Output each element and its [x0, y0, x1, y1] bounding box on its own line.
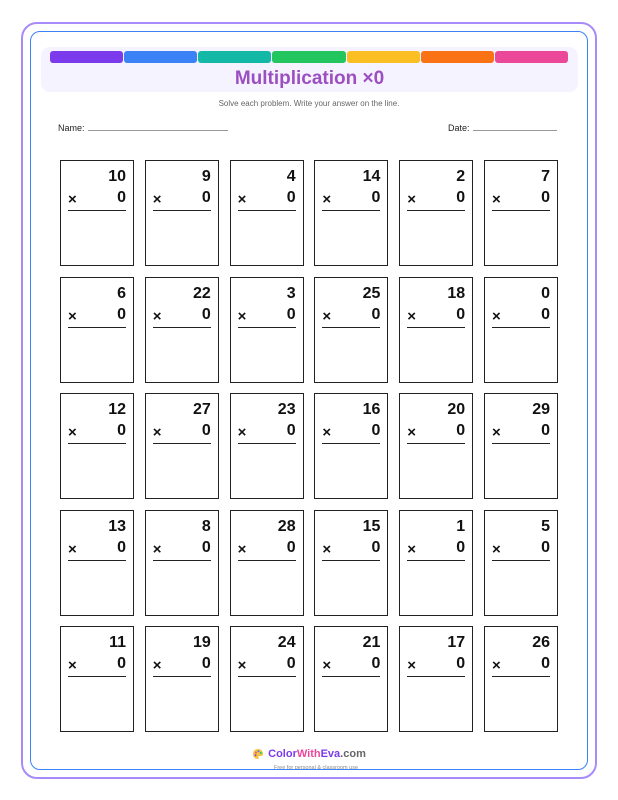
answer-line	[407, 210, 465, 211]
times-sign: ×	[322, 657, 332, 674]
multiplicand: 15	[362, 517, 381, 535]
times-sign: ×	[237, 191, 247, 208]
problem-card[interactable]	[230, 160, 304, 266]
name-blank[interactable]	[88, 122, 228, 131]
answer-line	[407, 676, 465, 677]
multiplier: 0	[117, 655, 126, 672]
multiplier: 0	[286, 422, 296, 439]
multiplier: 0	[371, 422, 381, 439]
times-sign: ×	[322, 191, 332, 208]
answer-line	[68, 676, 126, 677]
answer-line	[238, 210, 296, 211]
multiplicand: 4	[286, 168, 296, 185]
answer-line	[153, 676, 211, 677]
problem-card[interactable]	[145, 393, 219, 499]
answer-line	[322, 210, 380, 211]
multiplier: 0	[456, 305, 466, 323]
answer-line	[322, 327, 380, 328]
times-sign: ×	[491, 657, 501, 674]
answer-line	[238, 676, 296, 677]
answer-line	[153, 443, 211, 444]
times-sign: ×	[237, 307, 247, 325]
multiplier: 0	[117, 305, 126, 323]
multiplier: 0	[371, 655, 381, 672]
multiplicand: 24	[277, 634, 296, 651]
multiplier: 0	[201, 305, 211, 323]
answer-line	[153, 210, 211, 211]
answer-line	[492, 676, 550, 677]
multiplicand: 17	[447, 634, 466, 651]
stripe-segment	[124, 51, 197, 63]
times-sign: ×	[322, 540, 332, 558]
stripe-segment	[495, 51, 568, 63]
problem-card[interactable]	[484, 626, 558, 732]
times-sign: ×	[152, 424, 162, 441]
multiplicand: 5	[541, 517, 550, 535]
times-sign: ×	[491, 191, 501, 208]
problem-card[interactable]	[145, 160, 219, 266]
date-blank[interactable]	[473, 122, 557, 131]
multiplicand: 8	[201, 517, 211, 535]
multiplier: 0	[541, 538, 550, 556]
answer-line	[492, 327, 550, 328]
times-sign: ×	[237, 424, 247, 441]
problem-card[interactable]	[314, 393, 388, 499]
answer-line	[322, 560, 380, 561]
multiplier: 0	[541, 189, 550, 206]
multiplicand: 10	[108, 168, 126, 185]
multiplier: 0	[117, 422, 126, 439]
multiplicand: 7	[541, 168, 550, 185]
problem-card[interactable]	[145, 277, 219, 383]
times-sign: ×	[407, 540, 416, 558]
multiplicand: 14	[362, 168, 381, 185]
problem-card[interactable]	[399, 160, 473, 266]
problem-card[interactable]	[230, 277, 304, 383]
problem-card[interactable]	[60, 393, 134, 499]
tagline: Free for personal & classroom use	[273, 765, 359, 771]
problem-card[interactable]	[230, 510, 304, 616]
answer-line	[68, 560, 126, 561]
multiplier: 0	[201, 422, 211, 439]
color-stripe	[50, 51, 568, 63]
problem-card[interactable]	[145, 626, 219, 732]
date-label: Date:	[448, 123, 470, 133]
problem-card[interactable]	[484, 277, 558, 383]
answer-line	[153, 560, 211, 561]
times-sign: ×	[68, 307, 77, 325]
problem-card[interactable]	[60, 277, 134, 383]
multiplier: 0	[286, 538, 296, 556]
problem-grid	[60, 160, 558, 732]
answer-line	[238, 327, 296, 328]
palette-icon	[252, 748, 264, 760]
multiplier: 0	[201, 189, 211, 206]
stripe-segment	[50, 51, 123, 63]
multiplier: 0	[456, 422, 466, 439]
multiplier: 0	[456, 189, 466, 206]
answer-line	[492, 443, 550, 444]
multiplicand: 11	[109, 634, 126, 651]
problem-card[interactable]	[60, 160, 134, 266]
times-sign: ×	[237, 540, 247, 558]
multiplier: 0	[201, 538, 211, 556]
multiplicand: 3	[286, 284, 296, 302]
times-sign: ×	[407, 191, 416, 208]
times-sign: ×	[491, 540, 501, 558]
multiplicand: 13	[108, 517, 126, 535]
multiplier: 0	[117, 189, 126, 206]
multiplicand: 20	[447, 401, 466, 418]
stripe-segment	[272, 51, 345, 63]
answer-line	[238, 443, 296, 444]
date-field[interactable]	[448, 122, 557, 133]
brand-logo	[252, 748, 366, 760]
multiplicand: 28	[277, 517, 296, 535]
answer-line	[407, 560, 465, 561]
problem-card[interactable]	[484, 510, 558, 616]
multiplicand: 29	[532, 401, 550, 418]
times-sign: ×	[491, 307, 501, 325]
footer	[0, 747, 618, 771]
times-sign: ×	[237, 657, 247, 674]
problem-card[interactable]	[399, 626, 473, 732]
multiplier: 0	[201, 655, 211, 672]
problem-card[interactable]	[60, 510, 134, 616]
answer-line	[238, 560, 296, 561]
multiplicand: 1	[456, 517, 466, 535]
multiplicand: 27	[193, 401, 211, 418]
problem-card[interactable]	[60, 626, 134, 732]
stripe-segment	[198, 51, 271, 63]
answer-line	[407, 443, 465, 444]
times-sign: ×	[152, 540, 162, 558]
times-sign: ×	[68, 424, 77, 441]
multiplicand: 26	[532, 634, 550, 651]
problem-card[interactable]	[484, 393, 558, 499]
problem-card[interactable]	[314, 626, 388, 732]
times-sign: ×	[152, 191, 162, 208]
times-sign: ×	[491, 424, 501, 441]
multiplicand: 22	[193, 284, 211, 302]
problem-card[interactable]	[399, 277, 473, 383]
times-sign: ×	[322, 307, 332, 325]
answer-line	[492, 210, 550, 211]
multiplicand: 2	[456, 168, 466, 185]
problem-card[interactable]	[314, 277, 388, 383]
multiplier: 0	[456, 538, 466, 556]
times-sign: ×	[68, 657, 77, 674]
problem-card[interactable]	[399, 393, 473, 499]
name-label: Name:	[58, 123, 85, 133]
multiplier: 0	[286, 655, 296, 672]
times-sign: ×	[322, 424, 332, 441]
multiplicand: 25	[362, 284, 381, 302]
answer-line	[322, 443, 380, 444]
times-sign: ×	[407, 424, 416, 441]
problem-card[interactable]	[399, 510, 473, 616]
multiplicand: 23	[277, 401, 296, 418]
problem-card[interactable]	[145, 510, 219, 616]
answer-line	[322, 676, 380, 677]
multiplier: 0	[371, 189, 381, 206]
multiplicand: 6	[117, 284, 126, 302]
instructions: Solve each problem. Write your answer on the line.	[218, 99, 400, 108]
multiplier: 0	[541, 655, 550, 672]
times-sign: ×	[68, 191, 77, 208]
problem-card[interactable]	[484, 160, 558, 266]
multiplier: 0	[541, 305, 550, 323]
stripe-segment	[421, 51, 494, 63]
problem-card[interactable]	[230, 393, 304, 499]
multiplicand: 0	[541, 284, 550, 302]
multiplicand: 9	[201, 168, 211, 185]
answer-line	[492, 560, 550, 561]
problem-card[interactable]	[230, 626, 304, 732]
times-sign: ×	[152, 307, 162, 325]
multiplier: 0	[541, 422, 550, 439]
multiplier: 0	[286, 189, 296, 206]
multiplier: 0	[456, 655, 466, 672]
multiplicand: 12	[108, 401, 126, 418]
name-field[interactable]	[58, 122, 228, 133]
problem-card[interactable]	[314, 160, 388, 266]
multiplicand: 21	[362, 634, 381, 651]
brand-name: ColorWithEva.com	[268, 748, 366, 760]
multiplicand: 19	[193, 634, 211, 651]
answer-line	[68, 443, 126, 444]
multiplier: 0	[371, 538, 381, 556]
problem-card[interactable]	[314, 510, 388, 616]
multiplicand: 16	[362, 401, 381, 418]
times-sign: ×	[68, 540, 77, 558]
times-sign: ×	[152, 657, 162, 674]
answer-line	[68, 210, 126, 211]
multiplier: 0	[286, 305, 296, 323]
multiplicand: 18	[447, 284, 466, 302]
times-sign: ×	[407, 307, 416, 325]
page-title: Multiplication ×0	[234, 68, 385, 89]
answer-line	[68, 327, 126, 328]
stripe-segment	[347, 51, 420, 63]
times-sign: ×	[407, 657, 416, 674]
answer-line	[153, 327, 211, 328]
answer-line	[407, 327, 465, 328]
multiplier: 0	[117, 538, 126, 556]
multiplier: 0	[371, 305, 381, 323]
